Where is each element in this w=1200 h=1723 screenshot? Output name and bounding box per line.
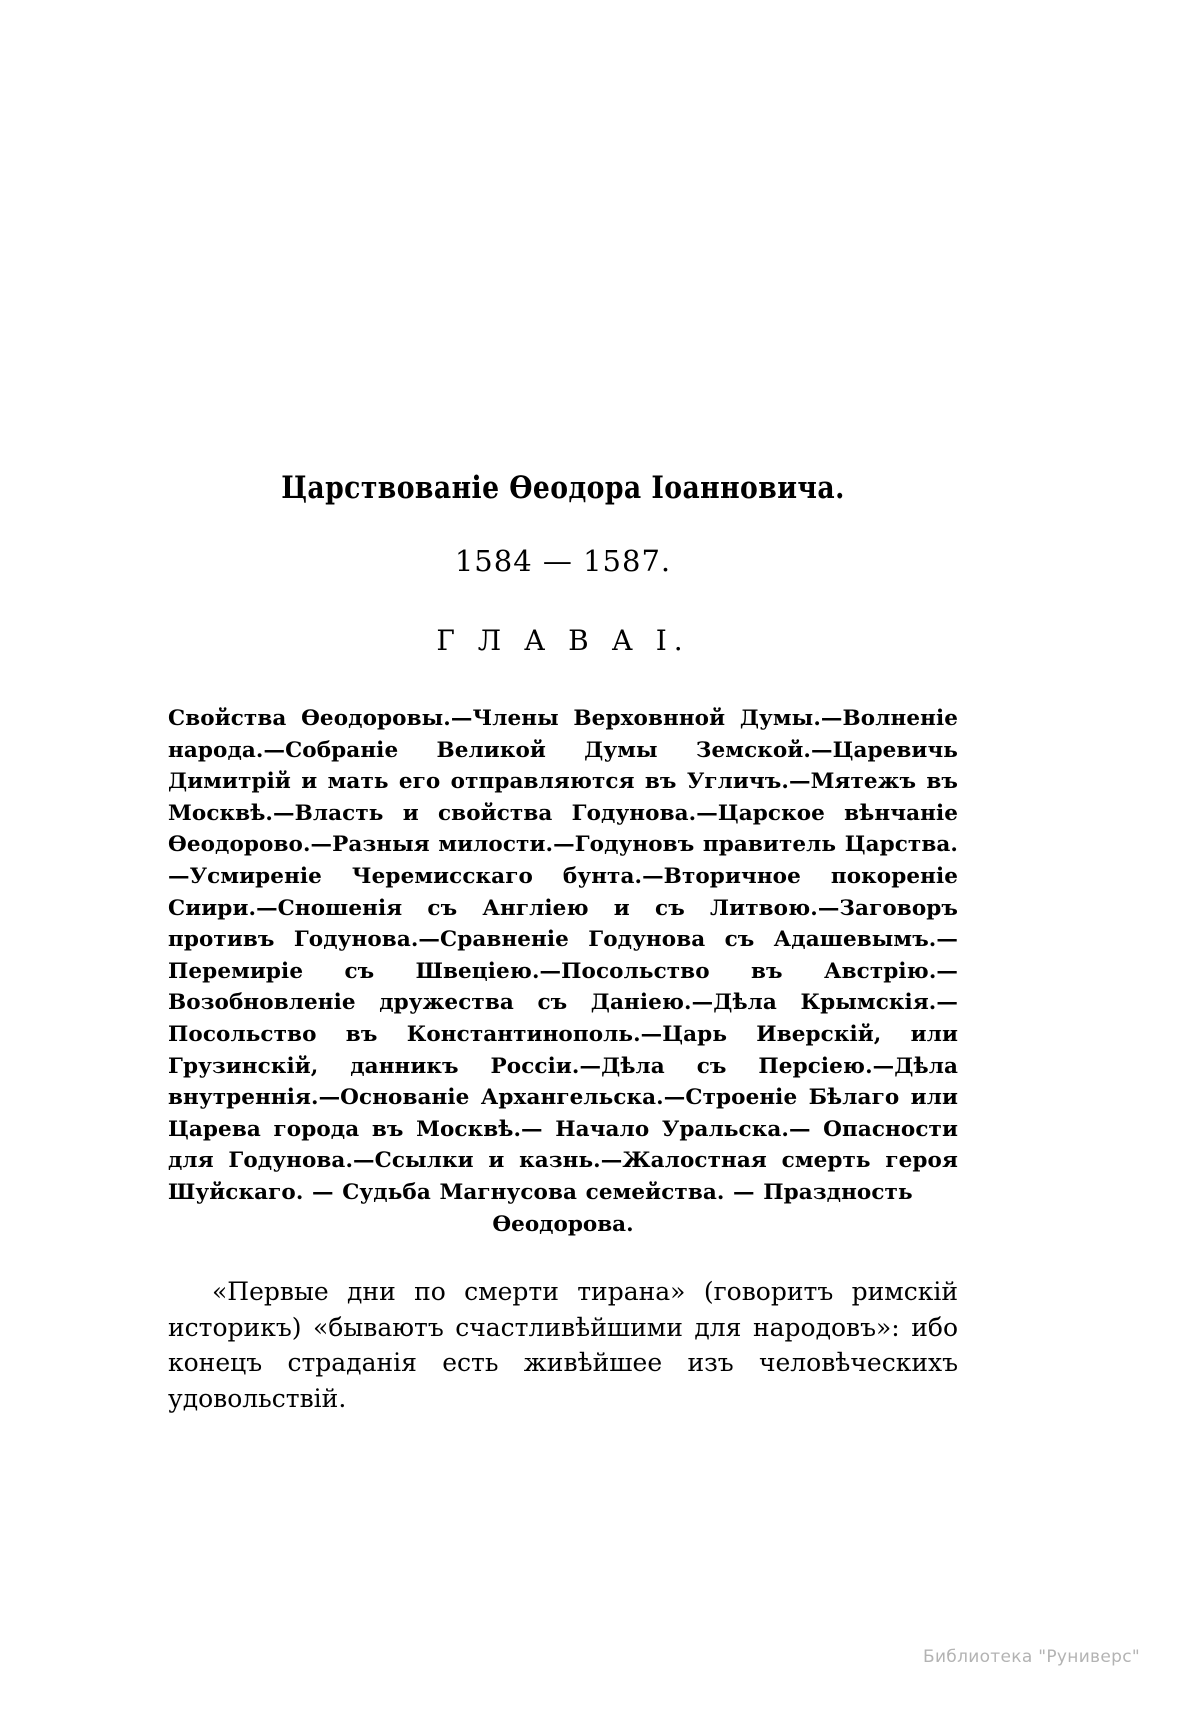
library-watermark: Библиотека "Руниверс" bbox=[923, 1647, 1140, 1667]
page-title: Царствованіе Өеодора Іоанновича. bbox=[281, 470, 845, 506]
reign-years: 1584 — 1587. bbox=[454, 544, 672, 578]
chapter-summary: Свойства Өеодоровы.—Члены Верховнной Думы.—Волненіе народа.—Собраніе Великой Думы Земской.—Царевичь Димитрій и мать его отправляются въ Угличъ.—Мятежъ въ Москвѣ.—Власть и свойства Годунова.—Царское вѣнчаніе Өеодорово.—Разныя милости.—Годуновъ правитель Царства.—Усмиреніе Черемисскаго бунта.—Вторичное покореніе Сиири.—Сношенія съ Англіею и съ Литвою.—Заговоръ противъ Годунова.—Сравненіе Годунова съ Адашевымъ.—Перемиріе съ Швеціею.—Посольство въ Австрію.—Возобновленіе дружества съ Даніею.—Дѣла Крымскія.—Посольство въ Константинополь.—Царь Иверскій, или Грузинскій, данникъ Россіи.—Дѣла съ Персіею.—Дѣла внутреннія.—Основаніе Архангельска.—Строеніе Бѣлаго или Царева города въ Москвѣ.— Начало Уральска.— Опасности для Годунова.—Ссылки и казнь.—Жалостная смерть героя Шуйскаго. — Судьба Магнусова семейства. — Праздность bbox=[168, 706, 959, 1205]
page-content bbox=[168, 470, 958, 1416]
chapter-heading: Г Л А В А I. bbox=[436, 624, 690, 657]
body-paragraph: «Первые дни по смерти тирана» (говоритъ римскій историкъ) «бываютъ счастливѣйшими для народовъ»: ибо конецъ страданія есть живѣйшее изъ человѣческихъ удовольствій. bbox=[168, 1277, 958, 1413]
chapter-summary-last-line: Өеодорова. bbox=[492, 1211, 634, 1237]
